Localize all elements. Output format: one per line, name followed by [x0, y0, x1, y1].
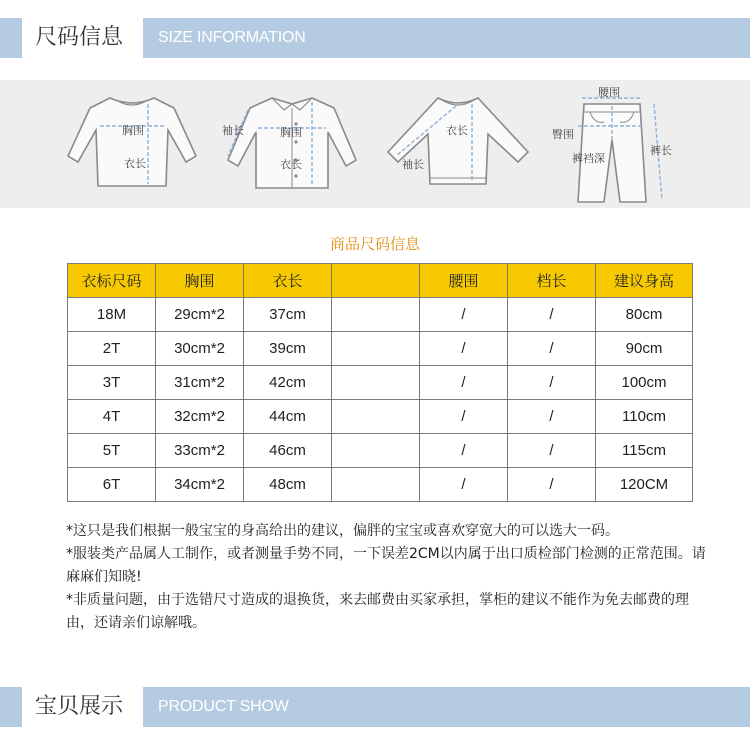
col-header-empty	[332, 264, 420, 298]
size-info-title-en: SIZE INFORMATION	[158, 29, 306, 46]
cell-height: 100cm	[596, 366, 693, 400]
cell-length: 37cm	[244, 298, 332, 332]
cell-height: 110cm	[596, 400, 693, 434]
cell-chest: 33cm*2	[156, 434, 244, 468]
button-shirt-length-label: 衣长	[280, 158, 302, 171]
cell-length: 46cm	[244, 434, 332, 468]
cell-height: 80cm	[596, 298, 693, 332]
cell-empty	[332, 332, 420, 366]
table-row	[68, 366, 693, 400]
cell-empty	[332, 468, 420, 502]
size-info-title-cn: 尺码信息	[35, 25, 124, 50]
table-row	[68, 332, 693, 366]
cell-chest: 29cm*2	[156, 298, 244, 332]
cell-chest: 31cm*2	[156, 366, 244, 400]
cell-length: 48cm	[244, 468, 332, 502]
table-row	[68, 468, 693, 502]
cell-chest: 30cm*2	[156, 332, 244, 366]
table-row	[68, 434, 693, 468]
pants-rise-label: 裤裆深	[572, 152, 605, 165]
note-item: *非质量问题，由于选错尺寸造成的退换货，来去邮费由买家承担，掌柜的建议不能作为免去邮费的理由，还请亲们谅解哦。	[66, 592, 689, 631]
size-notes	[66, 520, 706, 635]
cell-height: 120CM	[596, 468, 693, 502]
sweater-length-label: 衣长	[446, 124, 468, 137]
cell-crotch: /	[508, 400, 596, 434]
cell-chest: 32cm*2	[156, 400, 244, 434]
cell-size: 4T	[68, 400, 156, 434]
cell-crotch: /	[508, 366, 596, 400]
measurement-diagrams	[0, 80, 750, 208]
cell-height: 115cm	[596, 434, 693, 468]
col-header-crotch: 档长	[508, 264, 596, 298]
cell-empty	[332, 298, 420, 332]
col-header-chest: 胸围	[156, 264, 244, 298]
pullover-chest-label: 胸围	[122, 124, 144, 137]
note-item: *服装类产品属人工制作，或者测量手势不同，一下误差2CM以内属于出口质检部门检测的正常范围。请麻麻们知晓!	[66, 546, 706, 585]
cell-size: 6T	[68, 468, 156, 502]
button-shirt-sleeve-label: 袖长	[222, 124, 244, 137]
cell-length: 44cm	[244, 400, 332, 434]
col-header-length: 衣长	[244, 264, 332, 298]
table-row	[68, 298, 693, 332]
cell-waist: /	[420, 332, 508, 366]
cell-empty	[332, 434, 420, 468]
cell-waist: /	[420, 468, 508, 502]
col-header-height: 建议身高	[596, 264, 693, 298]
product-show-title-en: PRODUCT SHOW	[158, 698, 289, 715]
pullover-length-label: 衣长	[124, 157, 146, 170]
pants-length-label: 裤长	[650, 144, 672, 157]
header-accent-left	[0, 18, 22, 58]
cell-waist: /	[420, 366, 508, 400]
cell-chest: 34cm*2	[156, 468, 244, 502]
sweater-diagram	[378, 92, 538, 192]
note-item: *这只是我们根据一般宝宝的身高给出的建议，偏胖的宝宝或喜欢穿宽大的可以选大一码。	[66, 523, 619, 539]
sweater-sleeve-label: 袖长	[402, 158, 424, 171]
header-accent-left	[0, 687, 22, 727]
cell-size: 2T	[68, 332, 156, 366]
size-table	[67, 263, 693, 502]
cell-waist: /	[420, 434, 508, 468]
cell-size: 3T	[68, 366, 156, 400]
cell-crotch: /	[508, 434, 596, 468]
pullover-diagram	[62, 94, 202, 194]
cell-crotch: /	[508, 332, 596, 366]
col-header-waist: 腰围	[420, 264, 508, 298]
size-table-title: 商品尺码信息	[329, 235, 420, 253]
button-shirt-diagram	[222, 94, 362, 194]
cell-empty	[332, 366, 420, 400]
cell-waist: /	[420, 298, 508, 332]
cell-crotch: /	[508, 468, 596, 502]
pants-waist-label: 腰围	[598, 86, 620, 99]
cell-size: 5T	[68, 434, 156, 468]
cell-height: 90cm	[596, 332, 693, 366]
cell-size: 18M	[68, 298, 156, 332]
col-header-size-label: 衣标尺码	[68, 264, 156, 298]
cell-crotch: /	[508, 298, 596, 332]
size-info-header	[0, 18, 750, 58]
cell-length: 39cm	[244, 332, 332, 366]
product-show-title-cn: 宝贝展示	[35, 694, 124, 719]
cell-waist: /	[420, 400, 508, 434]
table-row	[68, 400, 693, 434]
table-header-row	[68, 264, 693, 298]
button-shirt-chest-label: 胸围	[280, 126, 302, 139]
cell-empty	[332, 400, 420, 434]
cell-length: 42cm	[244, 366, 332, 400]
pants-hip-label: 臀围	[552, 128, 574, 141]
product-show-header	[0, 687, 750, 727]
